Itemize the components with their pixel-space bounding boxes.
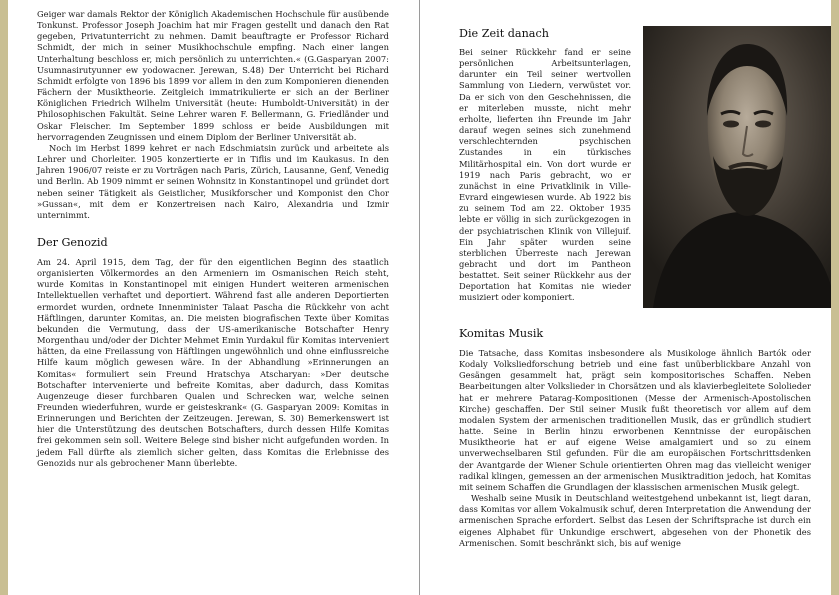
left-column [37, 9, 389, 469]
paragraph: Noch im Herbst 1899 kehret er nach Edschmiatsin zurück und arbeitete als Lehrer und Chorleiter. 1905 konzertierte er in Tiflis und im Kaukasus. In den Jahren 1906/07 reiste er zu Vorträgen nach Paris, Zürich, Lausanne, Genf, Venedig und Berlin. Ab 1909 nimmt er seinen Wohnsitz in Konstantinopel und gründet dort neben seiner Tätigkeit als Geistlicher, Musikforscher und Komponist den Chor »Gussan«, mit dem er Konzertreisen nach Kairo, Alexandria und Izmir unternimmt. [37, 142, 389, 220]
section-heading-genozid: Der Genozid [37, 235, 108, 249]
left-page [8, 0, 419, 595]
right-column-top [459, 27, 631, 304]
portrait-photo [643, 26, 831, 308]
section-heading-komitas-musik: Komitas Musik [459, 327, 544, 340]
paragraph: Weshalb seine Musik in Deutschland weitestgehend unbekannt ist, liegt daran, dass Komitas vor allem Vokalmusik schuf, deren Interpretation die Anwendung der armenischen Sprache erfordert. Selbst das Lesen der Schriftsprache ist durch ein eigenes Alphabet für Unkundige erschwert, abgesehen von der Phonetik des Armenischen. Somit beschränkt sich, bis auf wenige [459, 493, 811, 548]
paragraph: Am 24. April 1915, dem Tag, der für den eigentlichen Beginn des staatlich organisierten Völkermordes an den Armeniern im Osmanischen Reich steht, wurde Komitas in Konstantinopel mit einigen Hundert weiteren armenischen Intellektuellen verhaftet und deportiert. Während fast alle anderen Deportierten ermordet wurden, ordnete Innenminister Talaat Pascha die Rückkehr von acht Häftlingen, darunter Komitas, an. Die meisten biografischen Texte über Komitas bekunden die Vermutung, dass der US-amerikanische Botschafter Henry Morgenthau und/oder der Dichter Mehmet Emin Yurdakul für Komitas interveniert hätten, da eine Freilassung von Häftlingen ungewöhnlich und ohne einflussreiche Hilfe kaum möglich gewesen wäre. In der Abhandlung »Erinnerungen an Komitas« formuliert sein Freund Hratschya Atscharyan: »Der deutsche Botschafter intervenierte und befreite Komitas, aber dadurch, dass Komitas Augenzeuge dieser furchbaren Qualen und Schrecken war, welche seinen Freunden wiederfuhren, wurde er geisteskrank« (G. Gasparyan 2009: Komitas in Erinnerungen und Berichten der Zeitzeugen. Jerewan, S. 30) Bemerkenswert ist hier die Unterstützung des deutschen Botschafters, durch dessen Hilfe Komitas frei gekommen sein soll. Weitere Belege sind bisher nicht aufgefunden worden. In jedem Fall dürfte als ziemlich sicher gelten, dass Komitas die Erlebnisse des Genozids nur als gebrochener Mann überlebte. [37, 256, 389, 468]
right-page [420, 0, 831, 595]
right-column-bottom [459, 327, 811, 549]
paragraph: Die Tatsache, dass Komitas insbesondere als Musikologe ähnlich Bartók oder Kodaly Volksliedforschung betrieb und eine fast unüberblickbare Anzahl von Gesängen gesammelt hat, prägt sein kompositorisches Schaffen. Neben Bearbeitungen alter Volkslieder in Chorsätzen und als klavierbegleitete Sololieder hat er mehrere Patarag-Kompositionen (Messe der Armenisch-Apostolischen Kirche) geschaffen. Der Stil seiner Musik fußt theoretisch vor allem auf dem modalen System der armenischen traditionellen Musik, das er gründlich studiert hatte. Seine in Berlin hinzu erworbenen Kenntnisse der europäischen Musiktheorie hat er auf eigene Weise amalgamiert und so zu einem unverwechselbaren Stil gefunden. Für die am europäischen Fortschrittsdenken der Avantgarde der Wiener Schule orientierten Ohren mag das vielleicht weniger radikal klingen, gemessen an der armenischen Musiktradition jedoch, hat Komitas mit seinem Schaffen die Grundlagen der klassischen armenischen Musik gelegt. [459, 348, 811, 492]
paragraph: Geiger war damals Rektor der Königlich Akademischen Hochschule für ausübende Tonkunst. Professor Joseph Joachim hat mir Fragen gestellt und danach den Rat gegeben, Privatunterricht zu nehmen. Damit beauftragte er Professor Richard Schmidt, der mich in seiner Musikhochschule empfing. Nach einer langen Unterhaltung beschloss er, mich persönlich zu unterrichten.« (G.Gasparyan 2007: Usumnasirutyunner ew yodowacner. Jerewan, S.48) Der Unterricht bei Richard Schmidt erfolgte von 1896 bis 1899 vor allem in den zum Komponieren dienenden Fächern der Musiktheorie. Zeitgleich immatrikulierte er sich an der Berliner Königlichen Friedrich Wilhelm Universität (heute: Humboldt-Universität) in der Philosophischen Fakultät. Seine Lehrer waren F. Bellermann, G. Friedländer und Oskar Fleischer. Im September 1899 schloss er beide Ausbildungen mit hervorragenden Zeugnissen und einem Diplom der Berliner Universität ab. [37, 9, 389, 142]
section-heading-zeit-danach: Die Zeit danach [459, 27, 549, 40]
paragraph: Bei seiner Rückkehr fand er seine persönlichen Arbeitsunterlagen, darunter ein Teil seiner wertvollen Sammlung von Liedern, verwüstet vor. Da er sich von den Geschehnissen, die er miterleben musste, nicht mehr erholte, lieferten ihn Freunde im Jahr darauf wegen seines sich zunehmend verschlechternden psychischen Zustandes in ein türkisches Militärhospital ein. Von dort wurde er 1919 nach Paris gebracht, wo er zunächst in eine Privatklinik in Ville-Evrard eingewiesen wurde. Ab 1922 bis zu seinem Tod am 22. Oktober 1935 lebte er völlig in sich zurückgezogen in der psychiatrischen Klinik von Villejuif. Ein Jahr später wurden seine sterblichen Überreste nach Jerewan gebracht und dort im Pantheon bestattet. Seit seiner Rückkehr aus der Deportation hat Komitas nie wieder musiziert oder komponiert. [459, 47, 631, 303]
